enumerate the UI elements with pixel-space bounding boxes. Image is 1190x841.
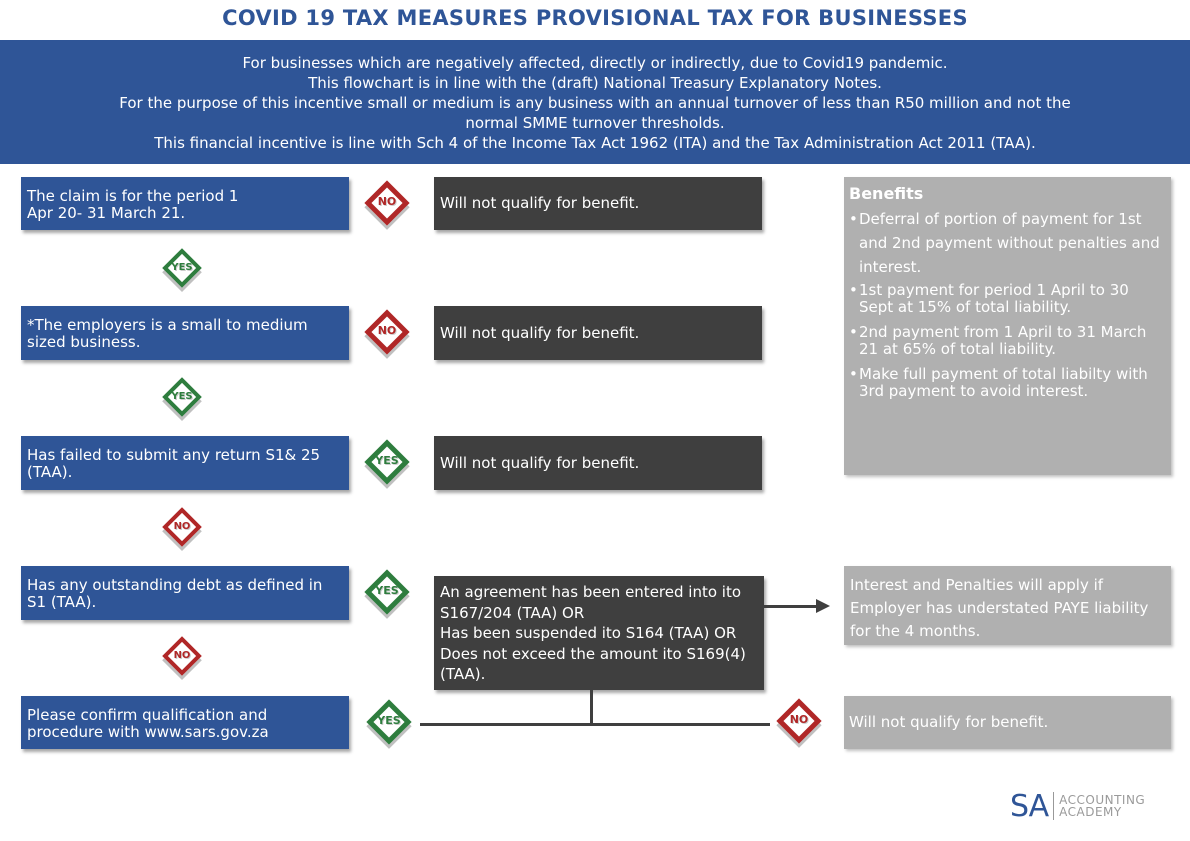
benefit-item [849, 324, 1166, 358]
outcome-interest-penalties: Interest and Penalties will apply if Employer has understated PAYE liability for the 4 months. [844, 566, 1171, 645]
step-confirm-qualification: Please confirm qualification and procedure with www.sars.gov.za [21, 696, 349, 749]
decision-yes: YES [364, 439, 410, 485]
agreement-line: An agreement has been entered into ito S167/204 (TAA) OR [440, 583, 742, 622]
decision-yes: YES [162, 377, 202, 417]
decision-yes: YES [366, 699, 412, 745]
intro-line: This financial incentive is line with Sch 4 of the Income Tax Act 1962 (ITA) and the Tax Administration Act 2011 (TAA). [154, 134, 1036, 152]
agreement-line: Does not exceed the amount ito S169(4) (TAA). [440, 644, 746, 683]
intro-line: For businesses which are negatively affected, directly or indirectly, due to Covid19 pandemic. [242, 54, 948, 72]
connector-line [764, 605, 818, 608]
benefits-title: Benefits [849, 184, 924, 203]
step-failed-returns: Has failed to submit any return S1& 25 (TAA). [21, 436, 349, 490]
arrow-right-icon [816, 599, 830, 613]
benefit-text: Make full payment of total liabilty with 3rd payment to avoid interest. [859, 365, 1148, 400]
decision-no: NO [162, 636, 202, 676]
benefit-item [849, 366, 1166, 400]
logo-divider [1053, 792, 1054, 820]
connector-line [590, 690, 593, 726]
decision-no: NO [776, 698, 822, 744]
outcome-not-qualify: Will not qualify for benefit. [434, 436, 762, 490]
intro-line: For the purpose of this incentive small or medium is any business with an annual turnover of less than R50 million and not the [119, 94, 1071, 112]
intro-line: This flowchart is in line with the (draft) National Treasury Explanatory Notes. [308, 74, 882, 92]
step-sme-business: *The employers is a small to medium sized business. [21, 306, 349, 360]
bullet-icon: • [849, 281, 858, 299]
benefit-text: 1st payment for period 1 April to 30 Sept at 15% of total liability. [859, 281, 1129, 316]
decision-yes: YES [364, 569, 410, 615]
page-title: COVID 19 TAX MEASURES PROVISIONAL TAX FOR BUSINESSES [222, 6, 968, 30]
benefit-text: 2nd payment from 1 April to 31 March 21 at 65% of total liability. [859, 323, 1147, 358]
sa-accounting-academy-logo [1010, 790, 1145, 822]
bullet-icon: • [849, 210, 858, 228]
intro-banner [0, 40, 1190, 164]
benefit-text: Deferral of portion of payment for 1st and 2nd payment without penalties and interest. [859, 210, 1160, 276]
logo-text: ACCOUNTING ACADEMY [1059, 793, 1146, 819]
step-claim-period: The claim is for the period 1 Apr 20- 31 March 21. [21, 177, 349, 230]
bullet-icon: • [849, 323, 858, 341]
intro-line: normal SMME turnover thresholds. [465, 114, 725, 132]
decision-no: NO [364, 309, 410, 355]
outcome-agreement [434, 576, 764, 690]
benefit-item [849, 207, 1166, 279]
agreement-line: Has been suspended ito S164 (TAA) OR [440, 624, 737, 642]
outcome-not-qualify: Will not qualify for benefit. [434, 306, 762, 360]
logo-mark: SA [1010, 788, 1049, 824]
step-outstanding-debt: Has any outstanding debt as defined in S1 (TAA). [21, 566, 349, 620]
outcome-not-qualify: Will not qualify for benefit. [434, 177, 762, 230]
bullet-icon: • [849, 365, 858, 383]
connector-line [420, 723, 770, 726]
decision-yes: YES [162, 248, 202, 288]
outcome-not-qualify: Will not qualify for benefit. [844, 696, 1171, 749]
benefit-item [849, 282, 1166, 316]
decision-no: NO [162, 507, 202, 547]
benefits-panel [844, 177, 1171, 475]
decision-no: NO [364, 180, 410, 226]
